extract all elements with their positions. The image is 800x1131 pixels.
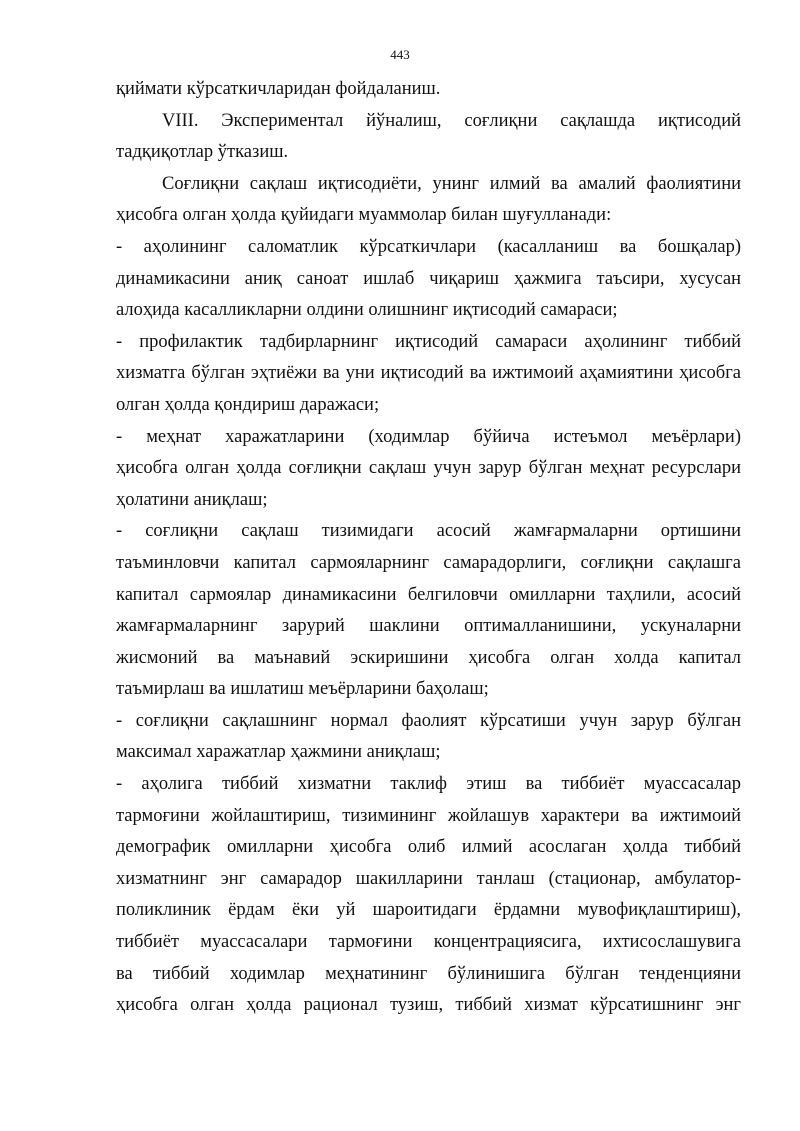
- text-line: Соғлиқни сақлаш иқтисодиёти, унинг илмий ва амалий фаолиятини: [162, 173, 741, 194]
- text-line: хизматнинг энг самарадор шакилларини танлаш (стационар, амбулатор-: [116, 868, 741, 889]
- text-line: тармоғини жойлаштириш, тизимининг жойлашув характери ва ижтимоий: [116, 805, 741, 826]
- text-line: тиббиёт муассасалари тармоғини концентрациясига, ихтисослашувига: [116, 932, 741, 953]
- text-line: VIII. Экспериментал йўналиш, соғлиқни сақлашда иқтисодий: [162, 110, 741, 131]
- body-text: [116, 74, 741, 1022]
- text-line: демографик омилларни ҳисобга олиб илмий асослаган ҳолда тиббий: [116, 837, 741, 858]
- text-line: жамғармаларнинг зарурий шаклини оптималланишини, ускуналарни: [116, 616, 741, 637]
- text-line: - профилактик тадбирларнинг иқтисодий самараси аҳолининг тиббий: [116, 331, 741, 352]
- text-line: динамикасини аниқ саноат ишлаб чиқариш ҳажмига таъсири, хусусан: [116, 268, 741, 289]
- text-line: ҳисобга олган ҳолда қуйидаги муаммолар билан шуғулланади:: [116, 205, 612, 226]
- text-line: - соғлиқни сақлаш тизимидаги асосий жамғармаларни ортишини: [116, 521, 741, 542]
- text-line: - аҳолига тиббий хизматни таклиф этиш ва тиббиёт муассасалар: [116, 774, 741, 795]
- text-line: таъминловчи капитал сармояларнинг самарадорлиги, соғлиқни сақлашга: [116, 552, 741, 573]
- text-line: таъмирлаш ва ишлатиш меъёрларини баҳолаш;: [116, 679, 489, 700]
- text-line: - соғлиқни сақлашнинг нормал фаолият кўрсатиши учун зарур бўлган: [116, 710, 741, 731]
- text-line: олган ҳолда қондириш даражаси;: [116, 394, 380, 415]
- text-line: капитал сармоялар динамикасини белгиловчи омилларни таҳлили, асосий: [116, 584, 741, 605]
- text-line: жисмоний ва маънавий эскиришини ҳисобга олган холда капитал: [116, 647, 741, 668]
- text-line: қиймати кўрсаткичларидан фойдаланиш.: [116, 79, 441, 99]
- text-line: ҳисобга олган ҳолда рационал тузиш, тиббий хизмат кўрсатишнинг энг: [116, 995, 741, 1016]
- text-line: хизматга бўлган эҳтиёжи ва уни иқтисодий ва ижтимоий аҳамиятини ҳисобга: [116, 363, 741, 384]
- page-number: 443: [390, 47, 410, 62]
- text-line: ҳисобга олган ҳолда соғлиқни сақлаш учун зарур бўлган меҳнат ресурслари: [116, 458, 741, 479]
- text-line: ҳолатини аниқлаш;: [116, 489, 268, 510]
- text-line: алоҳида касалликларни олдини олишнинг иқтисодий самараси;: [116, 300, 618, 321]
- text-line: - аҳолининг саломатлик кўрсаткичлари (касалланиш ва бошқалар): [116, 236, 741, 257]
- text-line: - меҳнат харажатларини (ходимлар бўйича истеъмол меъёрлари): [116, 426, 741, 447]
- text-line: поликлиник ёрдам ёки уй шароитидаги ёрдамни мувофиқлаштириш),: [116, 900, 741, 921]
- text-line: ва тиббий ходимлар меҳнатининг бўлинишига бўлган тенденцияни: [116, 963, 741, 984]
- text-line: тадқиқотлар ўтказиш.: [116, 142, 289, 163]
- text-line: максимал харажатлар ҳажмини аниқлаш;: [116, 742, 441, 763]
